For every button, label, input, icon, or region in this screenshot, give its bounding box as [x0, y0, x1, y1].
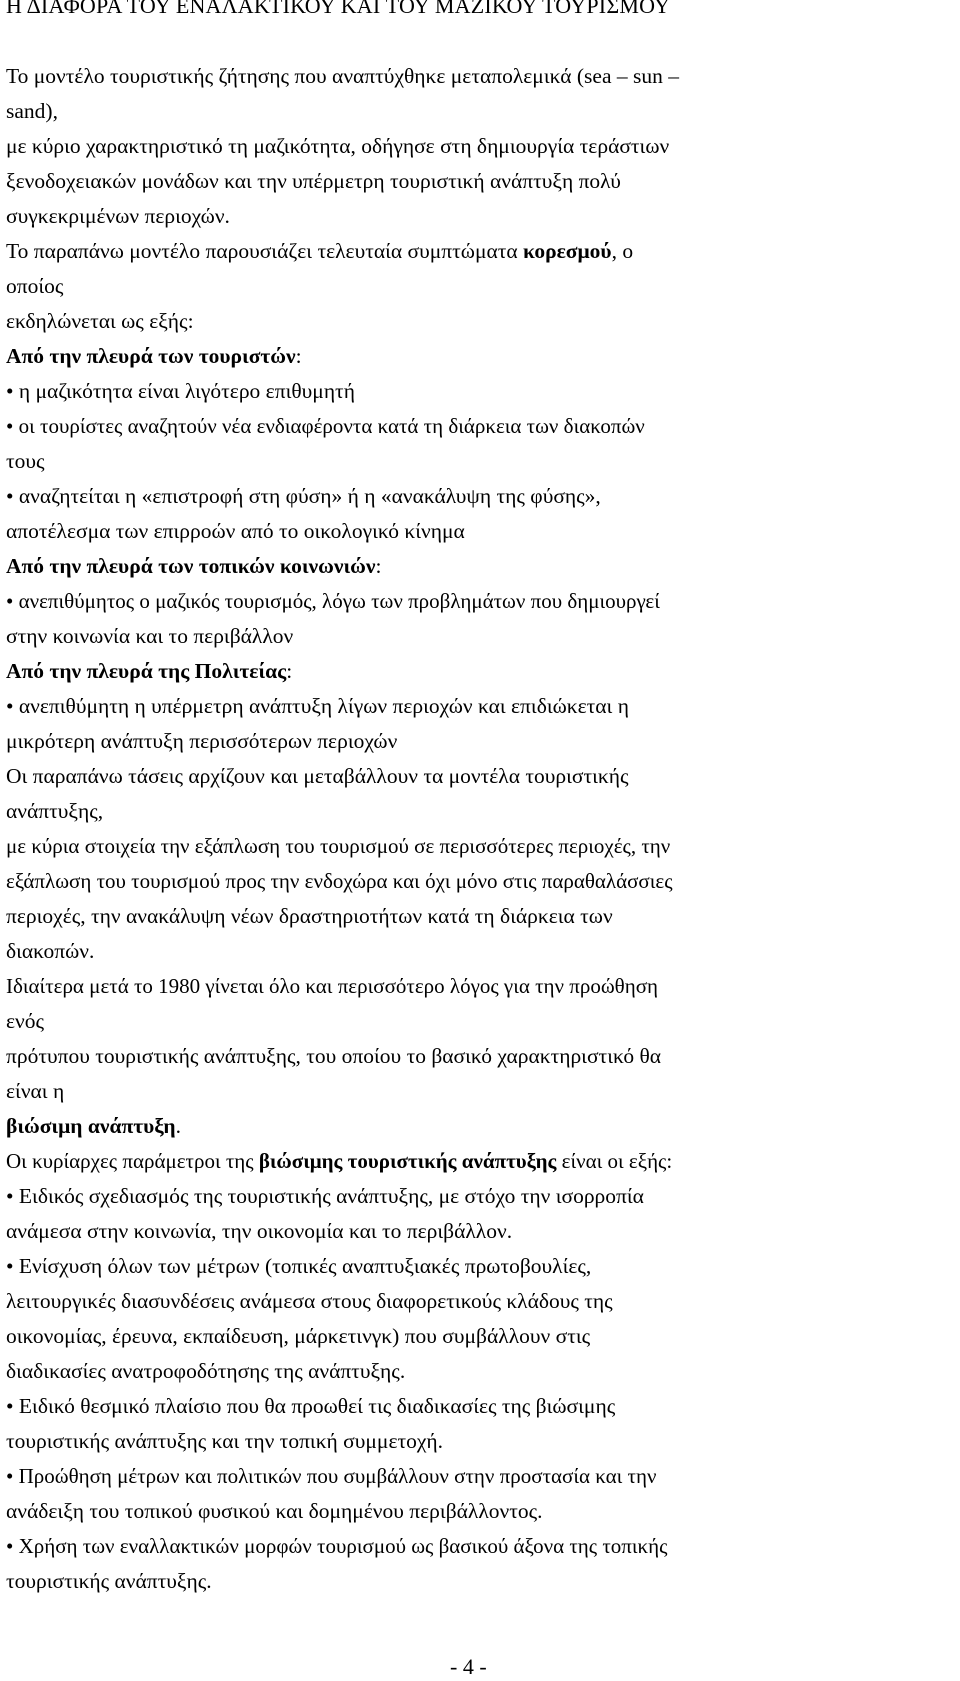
text-run: ενός — [6, 1009, 45, 1033]
text-line — [6, 1389, 950, 1424]
text-run: : — [295, 344, 302, 368]
text-line — [6, 514, 950, 549]
text-run: εξάπλωση του τουρισμού προς την ενδοχώρα και όχι μόνο στις παραθαλάσσιες — [6, 869, 673, 893]
text-line — [6, 619, 950, 654]
text-line — [6, 1004, 950, 1039]
text-line — [6, 409, 950, 444]
text-line — [6, 724, 950, 759]
text-line — [6, 94, 950, 129]
text-run: με κύριο χαρακτηριστικό τη μαζικότητα, οδήγησε στη δημιουργία τεράστιων — [6, 134, 670, 158]
text-run: : — [286, 659, 293, 683]
text-run: ανάπτυξης, — [6, 799, 104, 823]
text-run: sand), — [6, 99, 58, 123]
text-run: • ανεπιθύμητος ο μαζικός τουρισμός, λόγω των προβλημάτων που δημιουργεί — [6, 589, 660, 613]
text-line — [6, 374, 950, 409]
text-run: περιοχές, την ανακάλυψη νέων δραστηριοτήτων κατά τη διάρκεια των — [6, 904, 613, 928]
document-body — [6, 59, 950, 1599]
text-line — [6, 759, 950, 794]
text-line — [6, 1144, 950, 1179]
text-line — [6, 444, 950, 479]
text-line — [6, 1424, 950, 1459]
text-run: λειτουργικές διασυνδέσεις ανάμεσα στους διαφορετικούς κλάδους της — [6, 1289, 613, 1313]
text-line — [6, 864, 950, 899]
text-run: • Ειδικό θεσμικό πλαίσιο που θα προωθεί τις διαδικασίες της βιώσιμης — [6, 1394, 616, 1418]
text-run: • Ενίσχυση όλων των μέτρων (τοπικές αναπτυξιακές πρωτοβουλίες, — [6, 1254, 592, 1278]
text-line — [6, 1529, 950, 1564]
text-line — [6, 1319, 950, 1354]
text-run: πρότυπου τουριστικής ανάπτυξης, του οποίου το βασικό χαρακτηριστικό θα — [6, 1044, 662, 1068]
text-line — [6, 654, 950, 689]
text-run: συγκεκριμένων περιοχών. — [6, 204, 230, 228]
text-run: , ο — [611, 239, 634, 263]
text-line — [6, 1249, 950, 1284]
bold-text: βιώσιμη ανάπτυξη — [6, 1114, 176, 1138]
text-line — [6, 1284, 950, 1319]
text-run: αποτέλεσμα των επιρροών από το οικολογικό κίνημα — [6, 519, 465, 543]
bold-text: Από την πλευρά της Πολιτείας — [6, 659, 287, 683]
text-run: ανάμεσα στην κοινωνία, την οικονομία και το περιβάλλον. — [6, 1219, 513, 1243]
text-run: με κύρια στοιχεία την εξάπλωση του τουρισμού σε περισσότερες περιοχές, την — [6, 834, 671, 858]
text-run: Οι παραπάνω τάσεις αρχίζουν και μεταβάλλουν τα μοντέλα τουριστικής — [6, 764, 629, 788]
text-line — [6, 934, 950, 969]
text-run: μικρότερη ανάπτυξη περισσότερων περιοχών — [6, 729, 398, 753]
text-run: • Χρήση των εναλλακτικών μορφών τουρισμού ως βασικού άξονα της τοπικής — [6, 1534, 668, 1558]
text-line — [6, 1074, 950, 1109]
text-line — [6, 689, 950, 724]
text-run: • ανεπιθύμητη η υπέρμετρη ανάπτυξη λίγων περιοχών και επιδιώκεται η — [6, 694, 629, 718]
text-line — [6, 1214, 950, 1249]
text-run: : — [375, 554, 382, 578]
text-line — [6, 234, 950, 269]
text-run: οποίος — [6, 274, 64, 298]
text-run: είναι η — [6, 1079, 65, 1103]
text-run: • οι τουρίστες αναζητούν νέα ενδιαφέροντα κατά τη διάρκεια των διακοπών — [6, 414, 645, 438]
text-line — [6, 339, 950, 374]
text-run: τουριστικής ανάπτυξης. — [6, 1569, 212, 1593]
text-line — [6, 1564, 950, 1599]
text-line — [6, 1459, 950, 1494]
text-run: τους — [6, 449, 45, 473]
text-run: • Ειδικός σχεδιασμός της τουριστικής ανάπτυξης, με στόχο την ισορροπία — [6, 1184, 644, 1208]
text-line — [6, 899, 950, 934]
text-run: ανάδειξη του τοπικού φυσικού και δομημένου περιβάλλοντος. — [6, 1499, 543, 1523]
text-run: οικονομίας, έρευνα, εκπαίδευση, μάρκετινγκ) που συμβάλλουν στις — [6, 1324, 591, 1348]
text-line — [6, 129, 950, 164]
text-line — [6, 794, 950, 829]
bold-text: Από την πλευρά των τοπικών κοινωνιών — [6, 554, 376, 578]
text-run: ξενοδοχειακών μονάδων και την υπέρμετρη τουριστική ανάπτυξη πολύ — [6, 169, 621, 193]
text-line — [6, 164, 950, 199]
text-run: στην κοινωνία και το περιβάλλον — [6, 624, 294, 648]
bold-text: Από την πλευρά των τουριστών — [6, 344, 296, 368]
text-run: Το μοντέλο τουριστικής ζήτησης που αναπτύχθηκε μεταπολεμικά (sea – sun – — [6, 64, 679, 88]
bold-text: κορεσμού — [523, 239, 612, 263]
text-line — [6, 829, 950, 864]
text-run: • η μαζικότητα είναι λιγότερο επιθυμητή — [6, 379, 355, 403]
text-run: . — [175, 1114, 181, 1138]
text-run: Ιδιαίτερα μετά το 1980 γίνεται όλο και περισσότερο λόγος για την προώθηση — [6, 974, 659, 998]
text-line — [6, 549, 950, 584]
text-line — [6, 969, 950, 1004]
text-line — [6, 199, 950, 234]
text-line — [6, 1494, 950, 1529]
text-run: • αναζητείται η «επιστροφή στη φύση» ή η «ανακάλυψη της φύσης», — [6, 484, 601, 508]
text-run: διαδικασίες ανατροφοδότησης της ανάπτυξης. — [6, 1359, 406, 1383]
text-line — [6, 59, 950, 94]
text-run: Οι κυρίαρχες παράμετροι της — [6, 1149, 259, 1173]
page-number: - 4 - — [450, 1654, 487, 1679]
text-line — [6, 479, 950, 514]
text-line — [6, 1179, 950, 1214]
text-run: είναι οι εξής: — [556, 1149, 673, 1173]
text-line — [6, 1109, 950, 1144]
text-line — [6, 304, 950, 339]
text-line — [6, 269, 950, 304]
text-run: Το παραπάνω μοντέλο παρουσιάζει τελευταία συμπτώματα — [6, 239, 524, 263]
text-line — [6, 584, 950, 619]
text-line — [6, 1039, 950, 1074]
text-run: διακοπών. — [6, 939, 95, 963]
text-line — [6, 1354, 950, 1389]
bold-text: βιώσιμης τουριστικής ανάπτυξης — [258, 1149, 557, 1173]
text-run: τουριστικής ανάπτυξης και την τοπική συμμετοχή. — [6, 1429, 444, 1453]
page-title: Η ΔΙΑΦΟΡΑ ΤΟΥ ΕΝΑΛΑΚΤΙΚΟΥ ΚΑΙ ΤΟΥ ΜΑΖΙΚΟΥ ΤΟΥΡΙΣΜΟΥ — [6, 0, 671, 18]
text-run: • Προώθηση μέτρων και πολιτικών που συμβάλλουν στην προστασία και την — [6, 1464, 657, 1488]
text-run: εκδηλώνεται ως εξής: — [6, 309, 194, 333]
